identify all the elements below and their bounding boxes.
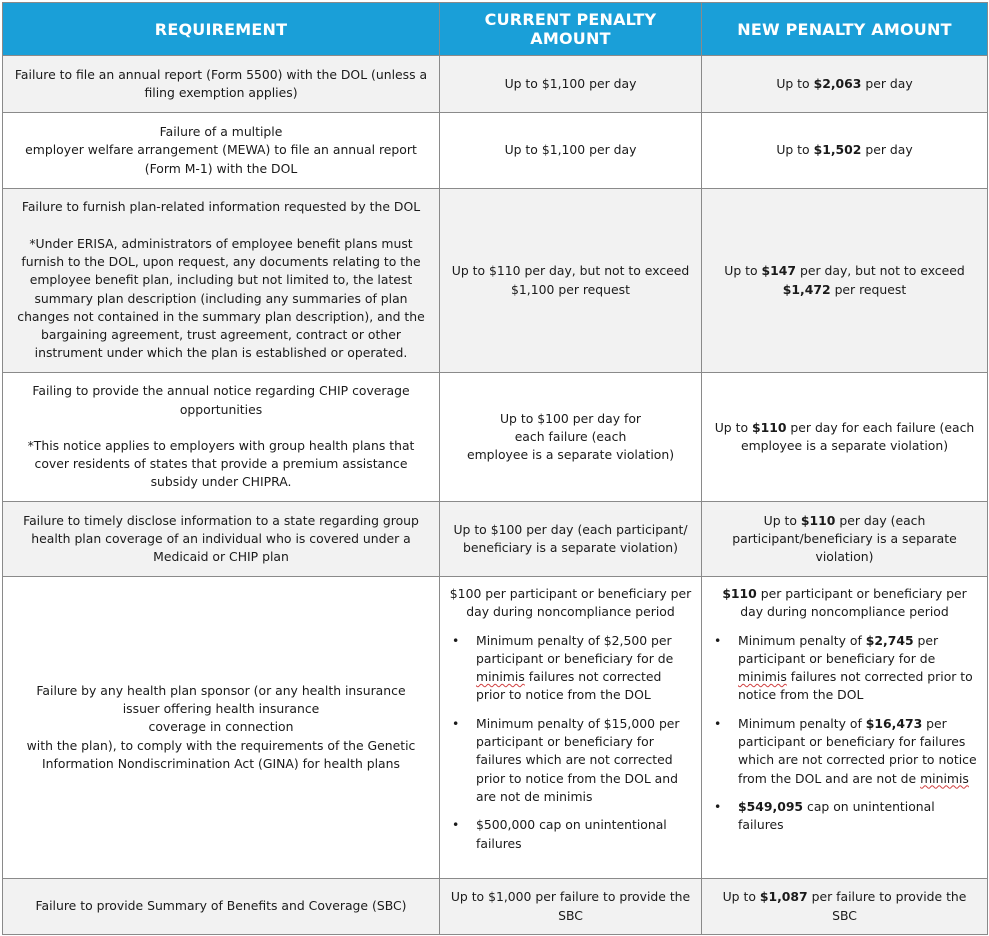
new-penalty-cell: Up to $110 per day for each failure (each employee is a separate violation) (702, 373, 988, 502)
header-new-penalty: NEW PENALTY AMOUNT (702, 3, 988, 56)
requirement-cell: Failure by any health plan sponsor (or any health insurance issuer offering health insurance coverage in connection with the plan), to comply with the requirements of the Genetic Information Nondiscrimination Act (GINA) for health plans (3, 577, 440, 879)
new-penalty-list (710, 632, 979, 835)
header-row (3, 3, 988, 56)
current-penalty-cell: Up to $100 per day (each participant/ beneficiary is a separate violation) (440, 502, 702, 577)
current-penalty-cell: Up to $100 per day for each failure (each employee is a separate violation) (440, 373, 702, 502)
requirement-cell: Failing to provide the annual notice regarding CHIP coverage opportunities *This notice applies to employers with group health plans that cover residents of states that provide a premium assistance subsidy under CHIPRA. (3, 373, 440, 502)
list-item: • Minimum penalty of $15,000 per participant or beneficiary for failures which are not corrected prior to notice from the DOL and are not de minimis (448, 715, 693, 806)
table-row (3, 373, 988, 502)
requirement-cell: Failure of a multiple employer welfare arrangement (MEWA) to file an annual report (Form M-1) with the DOL (3, 113, 440, 189)
header-current-penalty: CURRENT PENALTY AMOUNT (440, 3, 702, 56)
requirement-cell: Failure to provide Summary of Benefits and Coverage (SBC) (3, 879, 440, 935)
list-item: • $549,095 cap on unintentional failures (710, 798, 979, 835)
requirement-cell: Failure to furnish plan-related information requested by the DOL *Under ERISA, administrators of employee benefit plans must furnish to the DOL, upon request, any documents relating to the employee benefit plan, including but not limited to, the latest summary plan description (including any summaries of plan changes not contained in the summary plan description), and the bargaining agreement, trust agreement, contract or other instrument under which the plan is established or operated. (3, 189, 440, 373)
current-penalty-list (448, 632, 693, 853)
table-row (3, 56, 988, 113)
new-penalty-cell: Up to $1,087 per failure to provide the SBC (702, 879, 988, 935)
table-row (3, 189, 988, 373)
current-penalty-cell: Up to $1,100 per day (440, 113, 702, 189)
table-row (3, 113, 988, 189)
header-requirement: REQUIREMENT (3, 3, 440, 56)
new-penalty-cell: $110 per participant or beneficiary per day during noncompliance period • Minimum penalty of $2,745 per participant or beneficiary for de minimis failures not corrected prior to notice from the DOL • Minimum penalty of $16,473 per participant or beneficiary for failures which are not corrected prior to notice from the DOL and are not de minimis • $549,095 cap on unintentional failures (702, 577, 988, 879)
new-penalty-cell: Up to $1,502 per day (702, 113, 988, 189)
penalty-table (2, 2, 988, 935)
table-row (3, 502, 988, 577)
new-penalty-cell: Up to $2,063 per day (702, 56, 988, 113)
requirement-cell: Failure to timely disclose information to a state regarding group health plan coverage of an individual who is covered under a Medicaid or CHIP plan (3, 502, 440, 577)
current-penalty-cell: Up to $1,000 per failure to provide the SBC (440, 879, 702, 935)
list-item: • $500,000 cap on unintentional failures (448, 816, 693, 853)
table-row (3, 879, 988, 935)
list-item: • Minimum penalty of $2,745 per participant or beneficiary for de minimis failures not corrected prior to notice from the DOL (710, 632, 979, 705)
new-penalty-cell: Up to $147 per day, but not to exceed $1,472 per request (702, 189, 988, 373)
current-penalty-cell: $100 per participant or beneficiary per day during noncompliance period • Minimum penalty of $2,500 per participant or beneficiary for de minimis failures not corrected prior to notice from the DOL • Minimum penalty of $15,000 per participant or beneficiary for failures which are not corrected prior to notice from the DOL and are not de minimis • $500,000 cap on unintentional failures (440, 577, 702, 879)
requirement-cell: Failure to file an annual report (Form 5500) with the DOL (unless a filing exemption applies) (3, 56, 440, 113)
current-penalty-cell: Up to $110 per day, but not to exceed $1,100 per request (440, 189, 702, 373)
penalty-table-wrapper (2, 2, 987, 935)
list-item: • Minimum penalty of $16,473 per participant or beneficiary for failures which are not corrected prior to notice from the DOL and are not de minimis (710, 715, 979, 788)
list-item: • Minimum penalty of $2,500 per participant or beneficiary for de minimis failures not corrected prior to notice from the DOL (448, 632, 693, 705)
table-row (3, 577, 988, 879)
current-penalty-cell: Up to $1,100 per day (440, 56, 702, 113)
new-penalty-cell: Up to $110 per day (each participant/beneficiary is a separate violation) (702, 502, 988, 577)
